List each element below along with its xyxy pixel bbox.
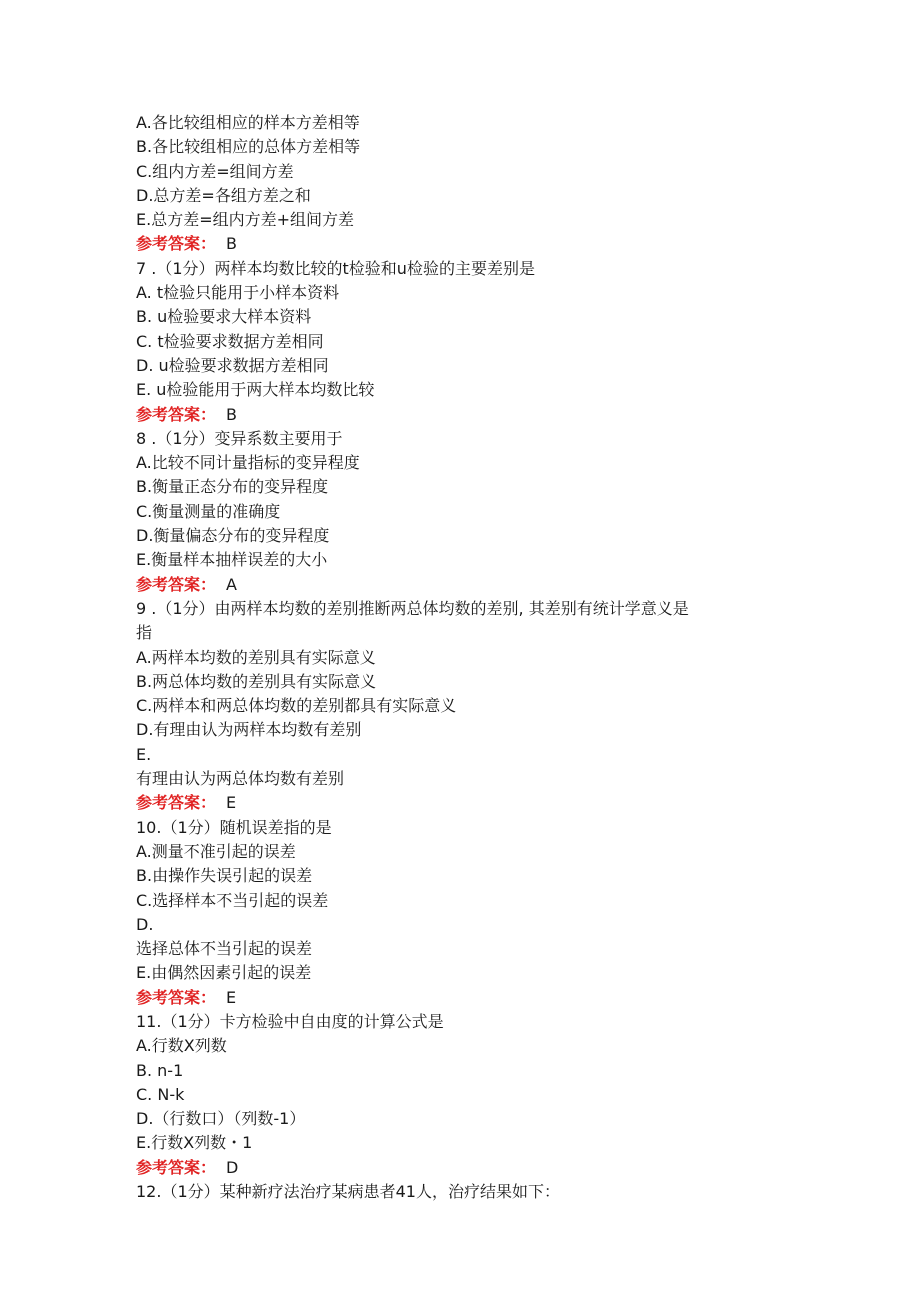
answer-value: D [226,1157,239,1177]
question-title: 10.（1分）随机误差指的是 [136,817,332,837]
question-title: 12.（1分）某种新疗法治疗某病患者41人，治疗结果如下： [136,1182,560,1202]
option-b: B.两总体均数的差别具有实际意义 [136,671,377,691]
answer-value: E [226,987,237,1007]
option-e: E. u检验能用于两大样本均数比较 [136,380,375,400]
option-c: C.两样本和两总体均数的差别都具有实际意义 [136,696,457,716]
option-a: A. t检验只能用于小样本资料 [136,283,340,303]
option-a: A.各比较组相应的样本方差相等 [136,113,360,132]
question-title: 11.（1分）卡方检验中自由度的计算公式是 [136,1011,444,1031]
question-title-cont: 指 [136,623,153,643]
answer-row [136,1156,836,1180]
option-b: B.由操作失误引起的误差 [136,866,313,886]
option-b: B.衡量正态分布的变异程度 [136,477,329,497]
answer-label: 参考答案： [136,793,217,813]
option-d: D.（行数口）（列数-1） [136,1109,306,1129]
option-e: E. [136,744,152,764]
option-e: E.总方差=组内方差+组间方差 [136,210,355,230]
option-b: B. u检验要求大样本资料 [136,307,312,327]
answer-value: A [226,574,237,594]
answer-label: 参考答案： [136,987,217,1007]
option-a: A.行数X列数 [136,1036,227,1056]
option-e: E.衡量样本抽样误差的大小 [136,550,328,570]
answer-value: E [226,793,237,813]
option-b: B.各比较组相应的总体方差相等 [136,137,361,157]
answer-value: B [226,404,237,424]
option-a: A.两样本均数的差别具有实际意义 [136,647,376,667]
option-c: C. t检验要求数据方差相同 [136,331,324,351]
option-d: D. u检验要求数据方差相同 [136,355,329,375]
answer-label: 参考答案： [136,1157,217,1177]
answer-label: 参考答案： [136,574,217,594]
option-a: A.测量不准引起的误差 [136,841,296,861]
answer-row [136,573,836,597]
answer-row [136,403,836,427]
answer-value: B [226,234,237,254]
option-e-text: 有理由认为两总体均数有差别 [136,769,345,789]
option-a: A.比较不同计量指标的变异程度 [136,453,360,473]
answer-label: 参考答案： [136,404,217,424]
option-d: D.衡量偏态分布的变异程度 [136,526,330,546]
question-list [136,111,836,1204]
answer-row [136,791,836,815]
option-e: E.由偶然因素引起的误差 [136,963,312,983]
option-e: E.行数X列数・1 [136,1133,253,1153]
option-c: C.衡量测量的准确度 [136,501,281,521]
option-b: B. n-1 [136,1060,184,1080]
option-d: D.总方差=各组方差之和 [136,185,311,205]
answer-label: 参考答案： [136,234,217,254]
question-title: 8 .（1分）变异系数主要用于 [136,428,343,448]
question-title: 9 .（1分）由两样本均数的差别推断两总体均数的差别, 其差别有统计学意义是 [136,598,689,618]
option-d-text: 选择总体不当引起的误差 [136,939,313,959]
option-d: D. [136,914,154,934]
question-title: 7 .（1分）两样本均数比较的t检验和u检验的主要差别是 [136,258,535,278]
option-c: C.组内方差=组间方差 [136,161,294,181]
answer-row [136,986,836,1010]
option-c: C.选择样本不当引起的误差 [136,890,329,910]
answer-row [136,232,836,256]
option-d: D.有理由认为两样本均数有差别 [136,720,362,740]
option-c: C. N-k [136,1084,185,1104]
